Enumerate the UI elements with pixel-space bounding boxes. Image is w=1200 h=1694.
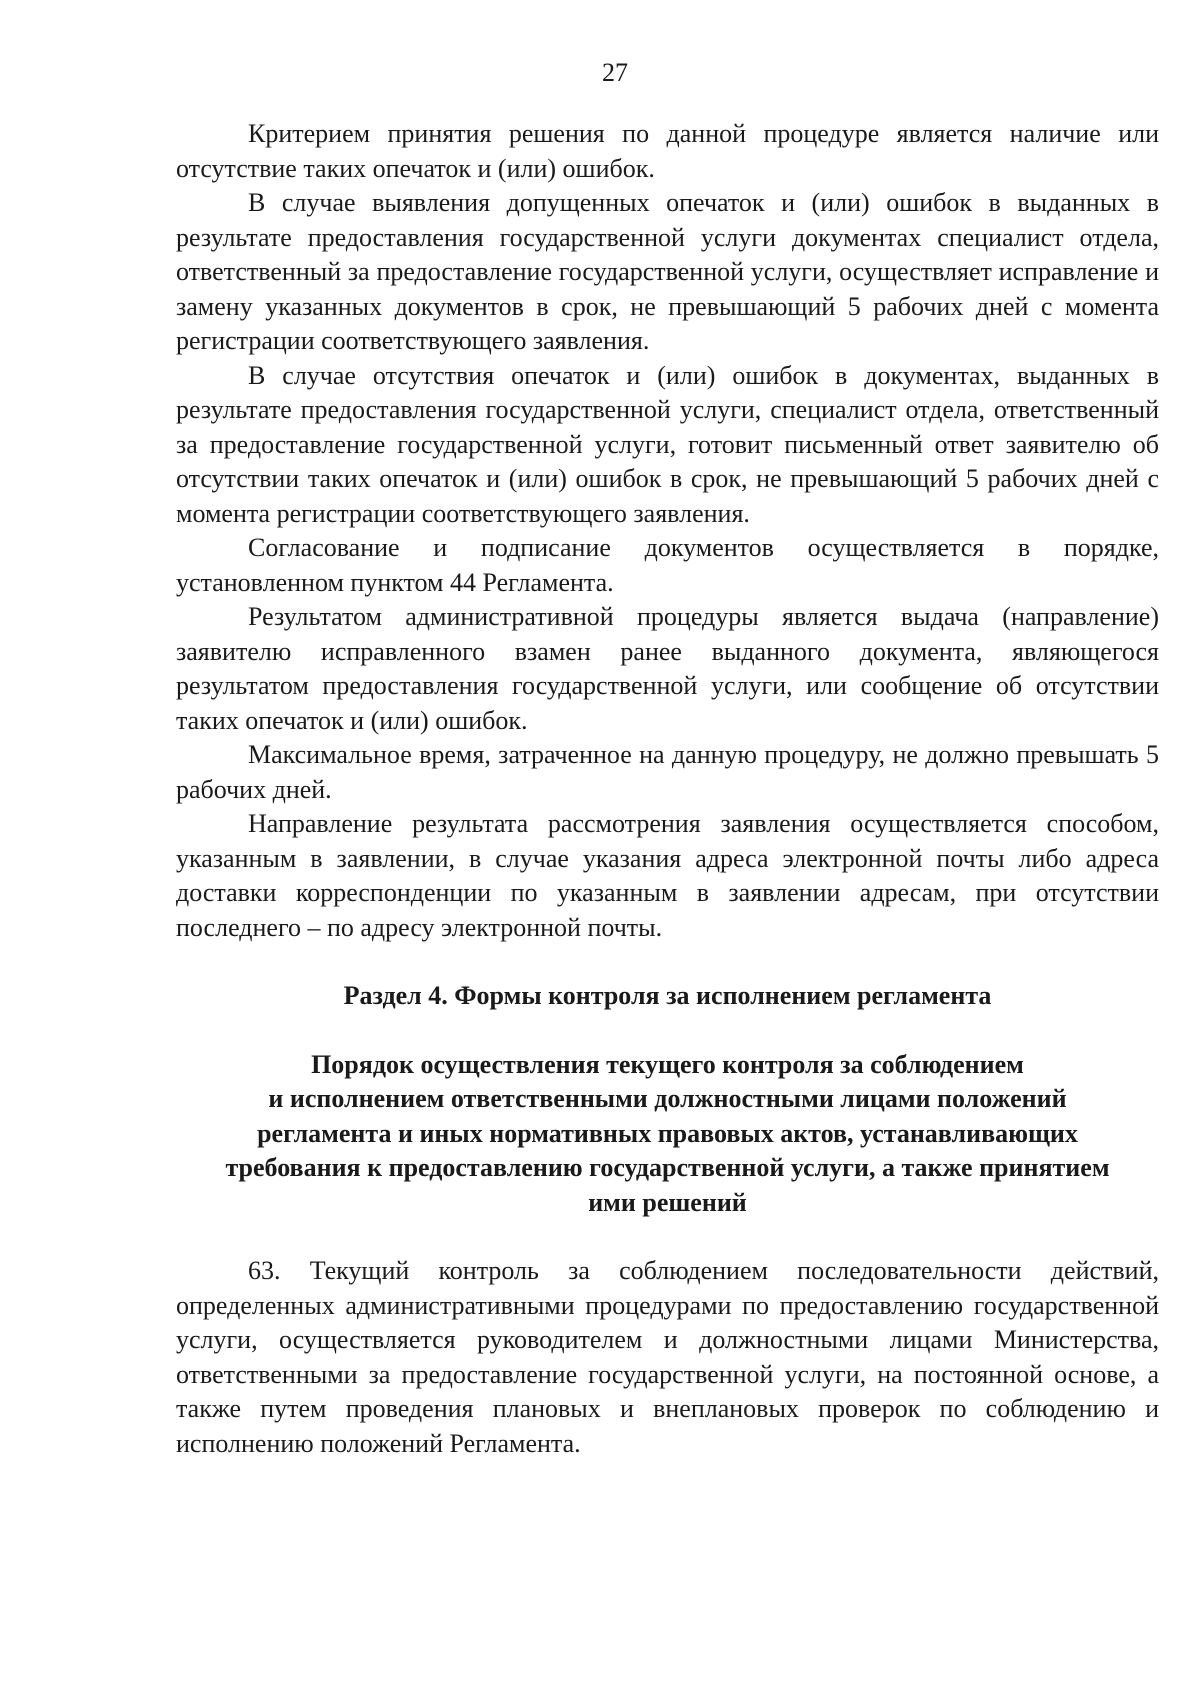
- paragraph-63: 63. Текущий контроль за соблюдением последовательности действий, определенных административными процедурами по предоставлению государственной услуги, осуществляется руководителем и должностными лицами Министерства, ответственными за предоставление государственной услуги, на постоянной основе, а также путем проведения плановых и внеплановых проверок по соблюдению и исполнению положений Регламента.: [176, 1256, 1159, 1458]
- document-body: [176, 117, 1159, 1461]
- paragraph-delivery: Направление результата рассмотрения заявления осуществляется способом, указанным в заявлении, в случае указания адреса электронной почты либо адреса доставки корреспонденции по указанным в заявлении адресам, при отсутствии последнего – по адресу электронной почты.: [176, 809, 1159, 942]
- paragraph-max-time: Максимальное время, затраченное на данную процедуру, не должно превышать 5 рабочих дней.: [176, 740, 1159, 804]
- subheading-line: и исполнением ответственными должностными лицами положений: [268, 1084, 1067, 1113]
- paragraph-criterion: Критерием принятия решения по данной процедуре является наличие или отсутствие таких опечаток и (или) ошибок.: [176, 119, 1159, 183]
- subheading-line: Порядок осуществления текущего контроля за соблюдением: [311, 1049, 1024, 1079]
- paragraph-approval: Согласование и подписание документов осуществляется в порядке, установленном пунктом 44 Регламента.: [176, 533, 1159, 597]
- paragraph-result: Результатом административной процедуры является выдача (направление) заявителю исправленного взамен ранее выданного документа, являющегося результатом предоставления государственной услуги, или сообщение об отсутствии таких опечаток и (или) ошибок.: [176, 602, 1159, 735]
- page-number: 27: [602, 58, 628, 87]
- section-heading: Раздел 4. Формы контроля за исполнением регламента: [343, 981, 992, 1010]
- subheading: [176, 1048, 1159, 1221]
- subheading-line: регламента и иных нормативных правовых актов, устанавливающих: [257, 1118, 1078, 1148]
- subheading-line: требования к предоставлению государственной услуги, а также принятием: [225, 1153, 1110, 1182]
- subheading-line: ими решений: [588, 1187, 747, 1217]
- paragraph-errors-found: В случае выявления допущенных опечаток и (или) ошибок в выданных в результате предоставления государственной услуги документах специалист отдела, ответственный за предоставление государственной услуги, осуществляет исправление и замену указанных документов в срок, не превышающий 5 рабочих дней с момента регистрации соответствующего заявления.: [176, 188, 1159, 355]
- paragraph-no-errors: В случае отсутствия опечаток и (или) ошибок в документах, выданных в результате предоставления государственной услуги, специалист отдела, ответственный за предоставление государственной услуги, готовит письменный ответ заявителю об отсутствии таких опечаток и (или) ошибок в срок, не превышающий 5 рабочих дней с момента регистрации соответствующего заявления.: [176, 360, 1159, 528]
